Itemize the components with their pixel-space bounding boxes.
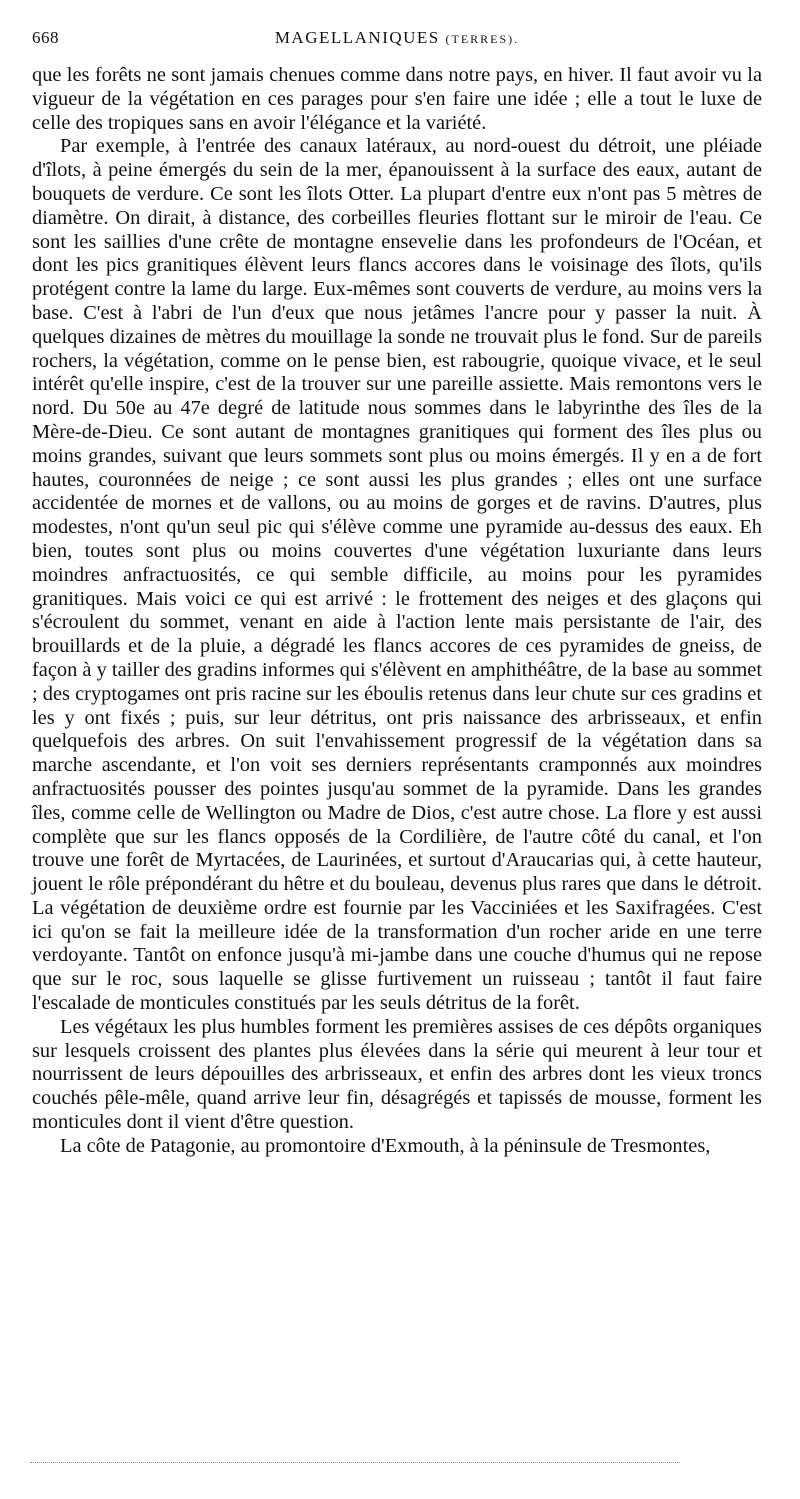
page-header — [32, 28, 762, 62]
paragraph: Par exemple, à l'entrée des canaux latéraux, au nord-ouest du détroit, une pléiade d'îlots, à peine émergés du sein de la mer, épanouissent à la surface des eaux, autant de bouquets de verdure. Ce sont les îlots Otter. La plupart d'entre eux n'ont pas 5 mètres de diamètre. On dirait, à distance, des corbeilles fleuries flottant sur le miroir de l'eau. Ce sont les saillies d'une crête de montagne ensevelie dans les profondeurs de l'Océan, et dont les pics granitiques élèvent leurs flancs accores dans le voisinage des îlots, qu'ils protégent contre la lame du large. Eux-mêmes sont couverts de verdure, au moins vers la base. C'est à l'abri de l'un d'eux que nous jetâmes l'ancre pour y passer la nuit. À quelques dizaines de mètres du mouillage la sonde ne trouvait plus le fond. Sur de pareils rochers, la végétation, comme on le pense bien, est rabougrie, quoique vivace, et le seul intérêt qu'elle inspire, c'est de la trouver sur une pareille assiette. Mais remontons vers le nord. Du 50e au 47e degré de latitude nous sommes dans le labyrinthe des îles de la Mère-de-Dieu. Ce sont autant de montagnes granitiques qui forment des îles plus ou moins grandes, suivant que leurs sommets sont plus ou moins émergés. Il y en a de fort hautes, couronnées de neige ; ce sont aussi les plus grandes ; elles ont une surface accidentée de mornes et de vallons, ou au moins de gorges et de ravins. D'autres, plus modestes, n'ont qu'un seul pic qui s'élève comme une pyramide au-dessus des eaux. Eh bien, toutes sont plus ou moins couvertes d'une végétation luxuriante dans leurs moindres anfractuosités, ce qui semble difficile, au moins pour les pyramides granitiques. Mais voici ce qui est arrivé : le frottement des neiges et des glaçons qui s'écroulent du sommet, venant en aide à l'action lente mais persistante de l'air, des brouillards et de la pluie, a dégradé les flancs accores de ces pyramides de gneiss, de façon à y tailler des gradins informes qui s'élèvent en amphithéâtre, de la base au sommet ; des cryptogames ont pris racine sur les éboulis retenus dans leur chute sur ces gradins et les y ont fixés ; puis, sur leur détritus, ont pris naissance des arbrisseaux, et enfin quelquefois des arbres. On suit l'envahissement progressif de la végétation dans sa marche ascendante, et l'on voit ses derniers représentants cramponnés aux moindres anfractuosités pousser des pointes jusqu'au sommet de la pyramide. Dans les grandes îles, comme celle de Wellington ou Madre de Dios, c'est autre chose. La flore y est aussi complète que sur les flancs opposés de la Cordilière, de l'autre côté du canal, et l'on trouve une forêt de Myrtacées, de Laurinées, et surtout d'Araucarias qui, à cette hauteur, jouent le rôle prépondérant du hêtre et du bouleau, devenus plus rares que dans le détroit. La végétation de deuxième ordre est fournie par les Vacciniées et les Saxifragées. C'est ici qu'on se fait la meilleure idée de la transformation d'un rocher aride en une terre verdoyante. Tantôt on enfonce jusqu'à mi-jambe dans une couche d'humus qui ne repose que sur le roc, sous laquelle se glisse furtivement un ruisseau ; tantôt il faut faire l'escalade de monticules constitués par les seuls détritus de la forêt. — [32, 135, 762, 1015]
body-text — [32, 64, 762, 1159]
running-head — [32, 28, 762, 48]
page-number: 668 — [32, 28, 59, 47]
footer-rule — [30, 1462, 680, 1463]
paragraph-continuation: que les forêts ne sont jamais chenues comme dans notre pays, en hiver. Il faut avoir vu la vigueur de la végétation en ces parages pour s'en faire une idée ; elle a tout le luxe de celle des tropiques sans en avoir l'élégance et la variété. — [32, 64, 762, 134]
running-head-subtitle: (TERRES). — [445, 32, 520, 46]
paragraph: La côte de Patagonie, au promontoire d'Exmouth, à la péninsule de Tresmontes, — [60, 1134, 711, 1157]
running-head-title: MAGELLANIQUES — [274, 28, 440, 47]
paragraph: Les végétaux les plus humbles forment les premières assises de ces dépôts organiques sur lesquels croissent des plantes plus élevées dans la série qui meurent à leur tour et nourrissent de leurs dépouilles des arbrisseaux, et enfin des arbres dont les vieux troncs couchés pêle-mêle, quand arrive leur fin, désagrégés et tapissés de mousse, forment les monticules dont il vient d'être question. — [32, 1015, 762, 1134]
